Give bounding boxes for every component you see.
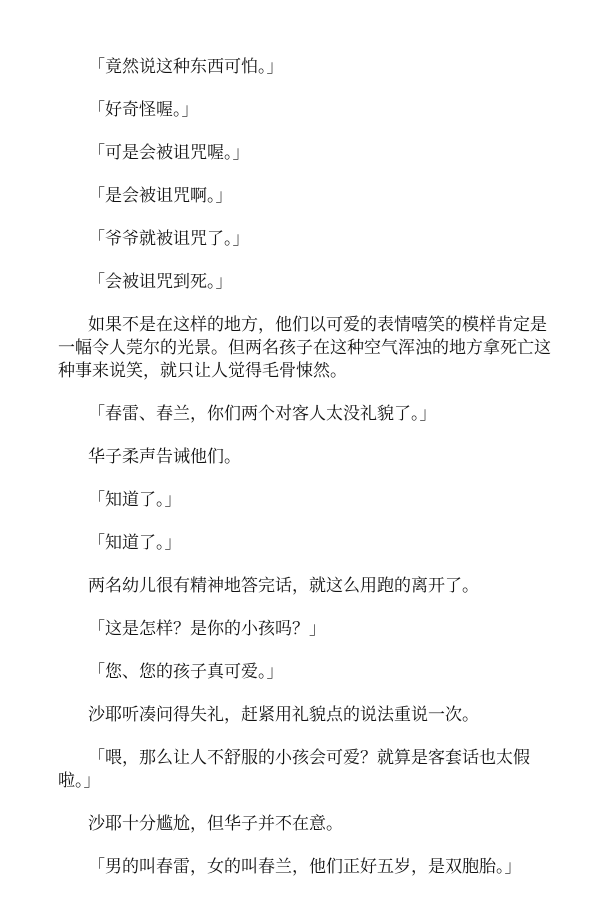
- dialogue-line: 「是会被诅咒啊。」: [88, 186, 233, 206]
- dialogue-line: 「您、您的孩子真可爱。」: [88, 662, 284, 682]
- dialogue-line: 「好奇怪喔。」: [88, 100, 199, 120]
- dialogue-line: 「男的叫春雷，女的叫春兰，他们正好五岁，是双胞胎。」: [88, 857, 522, 877]
- dialogue-line: 「可是会被诅咒喔。」: [88, 143, 250, 163]
- dialogue-line: 「喂，那么让人不舒服的小孩会可爱？就算是客套话也太假啦。」: [58, 748, 530, 791]
- narration-line: 华子柔声告诫他们。: [88, 447, 241, 467]
- narration-paragraph: 如果不是在这样的地方，他们以可爱的表情嘻笑的模样肯定是一幅令人莞尔的光景。但两名孩子在这种空气浑浊的地方拿死亡这种事来说笑，就只让人觉得毛骨悚然。: [58, 315, 551, 381]
- dialogue-line: 「这是怎样？是你的小孩吗？」: [88, 619, 326, 639]
- narration-line: 沙耶十分尴尬，但华子并不在意。: [88, 814, 343, 834]
- dialogue-line: 「竟然说这种东西可怕。」: [88, 57, 284, 77]
- dialogue-line: 「知道了。」: [88, 490, 182, 510]
- dialogue-line: 「春雷、春兰，你们两个对客人太没礼貌了。」: [88, 404, 437, 424]
- dialogue-line: 「爷爷就被诅咒了。」: [88, 229, 250, 249]
- dialogue-line: 「知道了。」: [88, 533, 182, 553]
- narration-line: 沙耶听凑问得失礼，赶紧用礼貌点的说法重说一次。: [88, 705, 479, 725]
- novel-text: [58, 56, 558, 899]
- dialogue-line: 「会被诅咒到死。」: [88, 272, 233, 292]
- narration-line: 两名幼儿很有精神地答完话，就这么用跑的离开了。: [88, 576, 479, 596]
